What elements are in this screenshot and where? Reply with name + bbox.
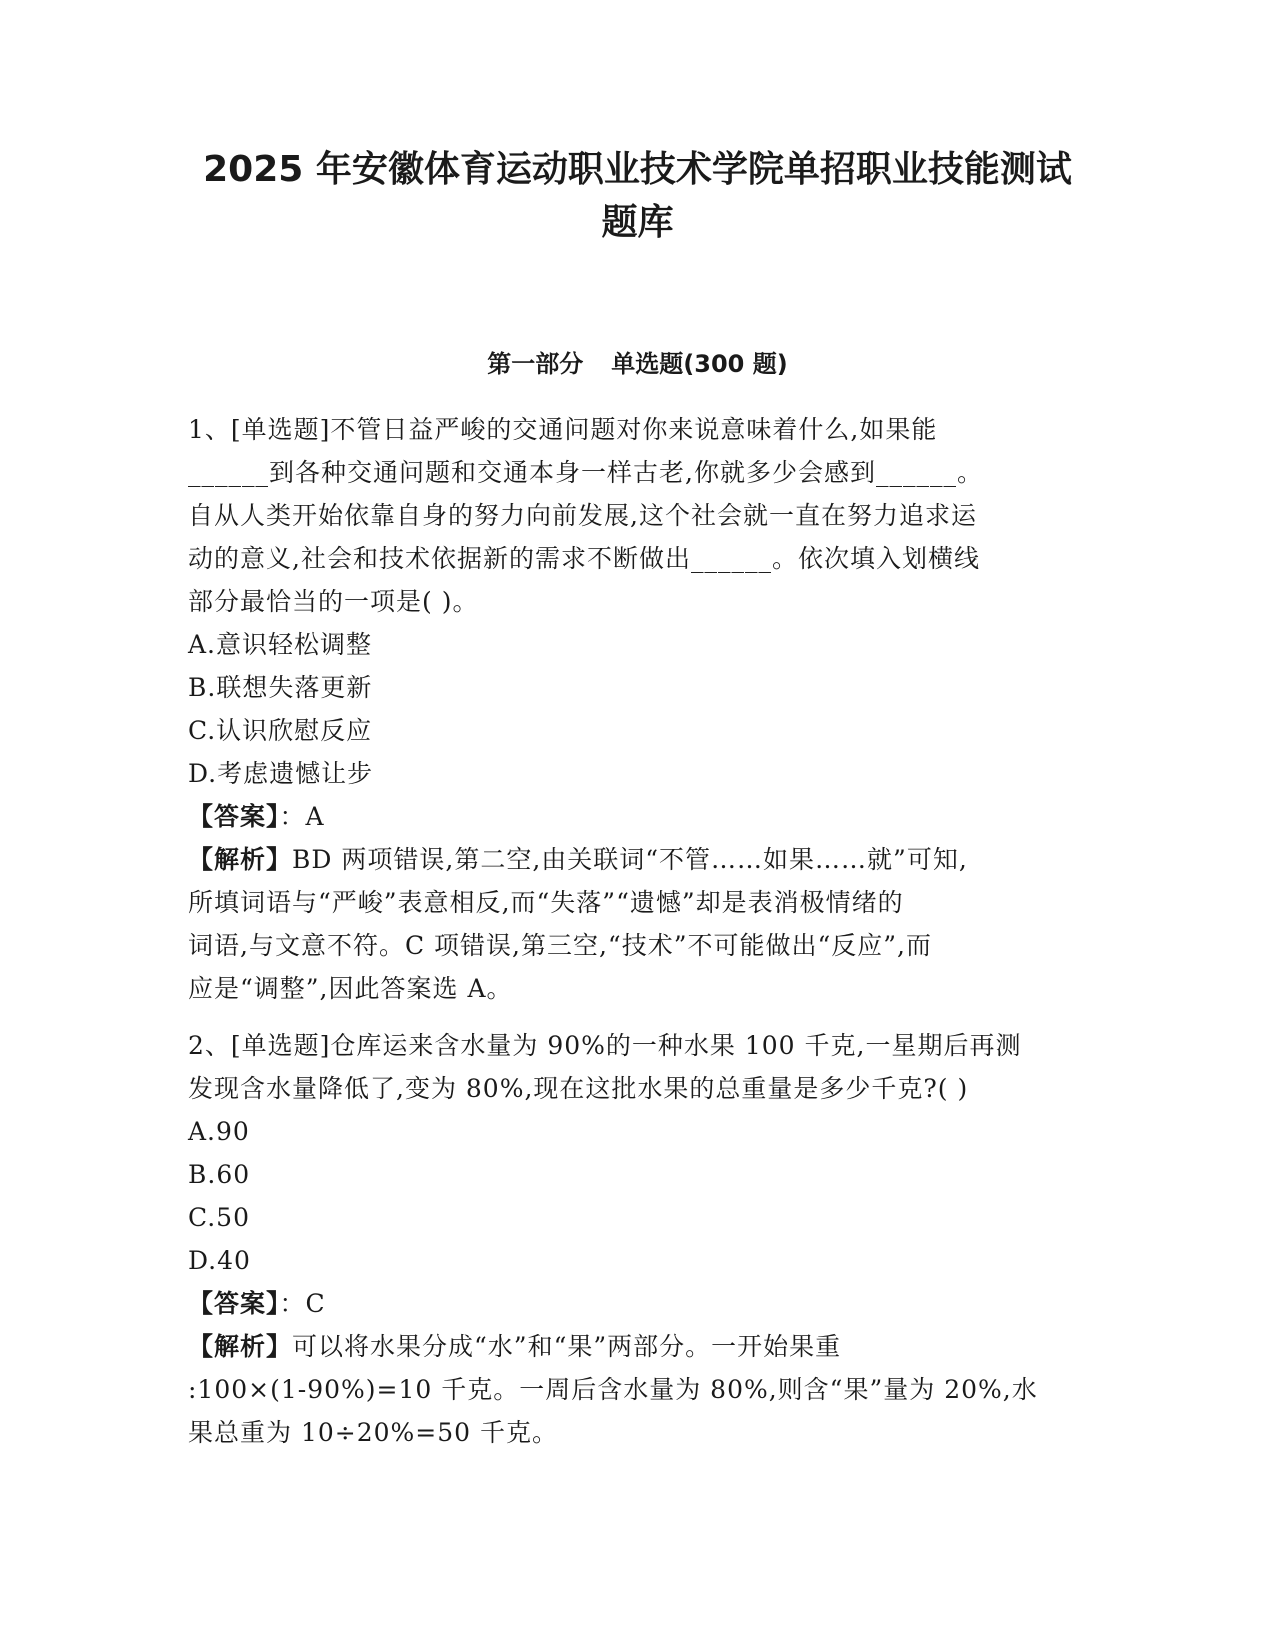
answer-label: 【答案】 [188,1289,280,1318]
analysis-text-line: 词语,与文意不符。C 项错误,第三空,“技术”不可能做出“反应”,而 [188,931,932,960]
answer-row [188,795,1088,838]
question-stem-line: 发现含水量降低了,变为 80%,现在这批水果的总重量是多少千克?( ) [188,1074,969,1103]
question-list [188,408,1088,1454]
section-name-label: 单选题(300 题) [611,350,788,378]
answer-value: ：A [279,802,325,831]
document-title-line-1: 2025 年安徽体育运动职业技术学院单招职业技能测试 [203,149,1072,190]
analysis-row [188,838,1088,881]
question-stem-line: ______到各种交通问题和交通本身一样古老,你就多少会感到______。 [188,458,983,487]
question-item-2 [188,1024,1088,1454]
question-option-d: D.考虑遗憾让步 [188,759,374,788]
analysis-text-line: 应是“调整”,因此答案选 A。 [188,974,513,1003]
question-option-a: A.意识轻松调整 [188,630,373,659]
analysis-row [188,1325,1088,1368]
question-stem-line: 自从人类开始依靠自身的努力向前发展,这个社会就一直在努力追求运 [188,501,977,530]
question-option-b: B.60 [188,1160,251,1189]
question-stem-line: 2、[单选题]仓库运来含水量为 90%的一种水果 100 千克,一星期后再测 [188,1031,1022,1060]
answer-row [188,1282,1088,1325]
question-stem-line: 动的意义,社会和技术依据新的需求不断做出______。依次填入划横线 [188,544,980,573]
question-option-b: B.联想失落更新 [188,673,373,702]
analysis-text-line: BD 两项错误,第二空,由关联词“不管……如果……就”可知, [292,845,968,874]
analysis-text-line: 所填词语与“严峻”表意相反,而“失落”“遗憾”却是表消极情绪的 [188,888,904,917]
document-title-line-2: 题库 [601,202,674,243]
analysis-text-line: 果总重为 10÷20%=50 千克。 [188,1418,558,1447]
section-part-label: 第一部分 [487,350,584,378]
section-heading [150,346,1125,382]
question-option-a: A.90 [188,1117,250,1146]
question-stem-line: 1、[单选题]不管日益严峻的交通问题对你来说意味着什么,如果能 [188,415,938,444]
question-option-c: C.50 [188,1203,250,1232]
question-option-d: D.40 [188,1246,251,1275]
analysis-label: 【解析】 [188,845,293,874]
answer-label: 【答案】 [188,802,280,831]
analysis-label: 【解析】 [188,1332,293,1361]
question-option-c: C.认识欣慰反应 [188,716,373,745]
analysis-text-line: 可以将水果分成“水”和“果”两部分。一开始果重 [292,1332,842,1361]
document-title [150,143,1125,249]
question-stem-line: 部分最恰当的一项是( )。 [188,587,479,616]
question-item-1 [188,408,1088,1010]
analysis-text-line: :100×(1-90%)=10 千克。一周后含水量为 80%,则含“果”量为 20%,水 [188,1375,1038,1404]
answer-value: ：C [279,1289,326,1318]
